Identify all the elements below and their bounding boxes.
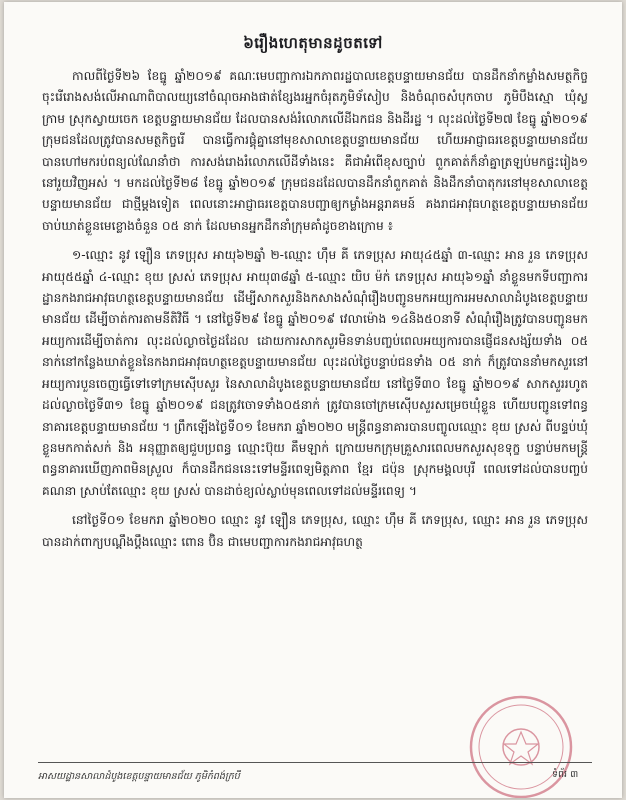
document-body [42,66,588,561]
document-page [4,2,622,798]
page-number: ទំព័រ ៣ [552,769,579,780]
footer-divider [38,762,592,763]
official-stamp-icon [466,692,579,798]
paragraph-2: ១-ឈ្មោះ នូវ ឡឿន ភេទប្រុស អាយុ៦២ឆ្នាំ ២-ឈ្មោះ ហ៊ឹម គី ភេទប្រុស អាយុ៤៥ឆ្នាំ ៣-ឈ្មោះ អាន រួន ភេទប្រុស អាយុ៥៥ឆ្នាំ ៤-ឈ្មោះ ខុយ ស្រស់ ភេទប្រុស អាយុ៣៨ឆ្នាំ ៥-ឈ្មោះ យិប ម៉ក់ ភេទប្រុស អាយុ៦១ឆ្នាំ នាំខ្លួនមកទីបញ្ជាការដ្ឋានកងរាជអាវុធហត្ថខេត្តបន្ទាយមានជ័យ ដើម្បីសាកសួរនិងកសាងសំណុំរឿងបញ្ជូនមកអយ្យការអមសាលាដំបូងខេត្តបន្ទាយមានជ័យ ដើម្បីចាត់ការតាមនីតិវិធី ។ នៅថ្ងៃទី២៩ ខែធ្នូ ឆ្នាំ២០១៩ វេលាម៉ោង ១៤និង៥០នាទី សំណុំរឿងត្រូវបានបញ្ជូនមកអយ្យការដើម្បីចាត់ការ លុះដល់ល្ងាចថ្ងៃដដែល ដោយការសាកសួរមិនទាន់បញ្ចប់ពេលអយ្យការបានផ្ញើជនសង្ស័យទាំង ០៥ នាក់នៅកន្លែងឃាត់ខ្លួននៃកងរាជអាវុធហត្ថខេត្តបន្ទាយមានជ័យ លុះដល់ថ្ងៃបន្ទាប់ជនទាំង ០៥ នាក់ ក៏ត្រូវបាននាំមកសួរនៅអយ្យការបួនចេញធ្វើទៅទៅក្រមស៊ើបសួរ នៃសាលាដំបូងខេត្តបន្ទាយមានជ័យ នៅថ្ងៃទី៣០ ខែធ្នូ ឆ្នាំ២០១៩ សាកសួររហូតដល់ល្ងាចថ្ងៃទី៣១ ខែធ្នូ ឆ្នាំ២០១៩ ជនត្រូវចោទទាំង០៥នាក់ ត្រូវបានចៅក្រមស៊ើបសួរសម្រេចឃុំខ្លួន ហើយបញ្ជូនទៅពន្ធនាគារខេត្តបន្ទាយមានជ័យ ។ ព្រឹកឡើងថ្ងៃទី០១ ខែមករា ឆ្នាំ២០២០ មន្ត្រីពន្ធនាគារបានបញ្ចូលឈ្មោះ ខុយ ស្រស់ ពីបន្ទប់ឃុំខ្លួនមកកាត់សក់ និង អនុញ្ញាតឲ្យជួបប្រពន្ធ ឈ្មោះប៊ុយ គឹមឡាក់ ក្រោយមកក្រុមគ្រួសារពេលមកសួរសុខទុក្ខ បន្ទាប់មកមន្ត្រីពន្ធនាគារឃើញភាពមិនស្រួល ក៏បានដឹកជននេះទៅមន្ទីរពេទ្យមិត្តភាព ខ្មែរ ជប៉ុន ស្រុកមង្គលបុរី ពេលទៅដល់បានបញ្ចប់គណនា ស្រាប់តែឈ្មោះ ខុយ ស្រស់ បានដាច់ខ្យល់ស្លាប់មុនពេលទៅដល់មន្ទីរពេទ្យ ។ [42,248,588,498]
paragraph-3: នៅថ្ងៃទី០១ ខែមករា ឆ្នាំ២០២០ ឈ្មោះ នូវ ឡឿន ភេទប្រុស, ឈ្មោះ ហ៊ឹម គី ភេទប្រុស, ឈ្មោះ អាន រួន ភេទប្រុស បានដាក់ពាក្យបណ្ដឹងប្ដឹងឈ្មោះ ពោន ប៊ិន ជាមេបញ្ជាការកងរាជអាវុធហត្ថ [42,513,588,549]
footer-address: អាសយដ្ឋានសាលាដំបូងខេត្តបន្ទាយមានជ័យ ភូមិកំពង់ក្របី [38,771,240,782]
document-title: ៦រឿងហេតុមានដូចតទៅ [243,34,383,52]
paragraph-1: កាលពីថ្ងៃទី២៦ ខែធ្នូ ឆ្នាំ២០១៩ គណៈមេបញ្ជាការឯកភាពរដ្ឋបាលខេត្តបន្ទាយមានជ័យ បានដឹកនាំកម្លាំងសមត្ថកិច្ចចុះរើរោងសង់លើអាណាពិបាលយ្យនៅចំណុចអាងផាត់ខ្សែងរអ្នកចំរុតភូមិទ័សៀប និងចំណុចសំបុកចាប ភូមិបឹងស្មោ ឃុំស្លក្រាម ស្រុកស្វាយចេក ខេត្តបន្ទាយមានជ័យ ដែលបានសង់រំលោភលើដីឯកជន និងដីរដ្ឋ ។ លុះដល់ថ្ងៃទី២៧ ខែធ្នូ ឆ្នាំ២០១៩ ក្រុមជនដែលត្រូវបានសមត្ថកិច្ចរើ បានធ្វើការផ្គុំគ្នានៅមុខសាលាខេត្តបន្ទាយមានជ័យ ហើយអាជ្ញាធរខេត្តបន្ទាយមានជ័យ បានហៅមករប់ពន្យល់ណែនាំថា ការសង់រោងរំលោភលើដីទាំងនេះ គឺជាអំពើខុសច្បាប់ ពួកគាត់ក៏នាំគ្នាត្រឡប់មកផ្ទះរៀង១ នៅរួយវិញអស់ ។ មកដល់ថ្ងៃទី២៨ ខែធ្នូ ឆ្នាំ២០១៩ ក្រុមជនដដែលបានដឹកនាំពួកគាត់ និងដឹកនាំបាតុករនៅមុខសាលាខេត្តបន្ទាយមានជ័យ ជាថ្មីម្តងទៀត ពេលនោះអាជ្ញាធរខេត្តបានបញ្ជាឲ្យកម្លាំងអន្តរាគមន៍ គងរាជអាវុធហត្ថខេត្តបន្ទាយមានជ័យ ចាប់ឃាត់ខ្លួនមេខ្លោងចំនួន ០៥ នាក់ ដែលមានអ្នកដឹកនាំក្រុមគាំដូចខាងក្រោម ៖ [42,69,588,233]
